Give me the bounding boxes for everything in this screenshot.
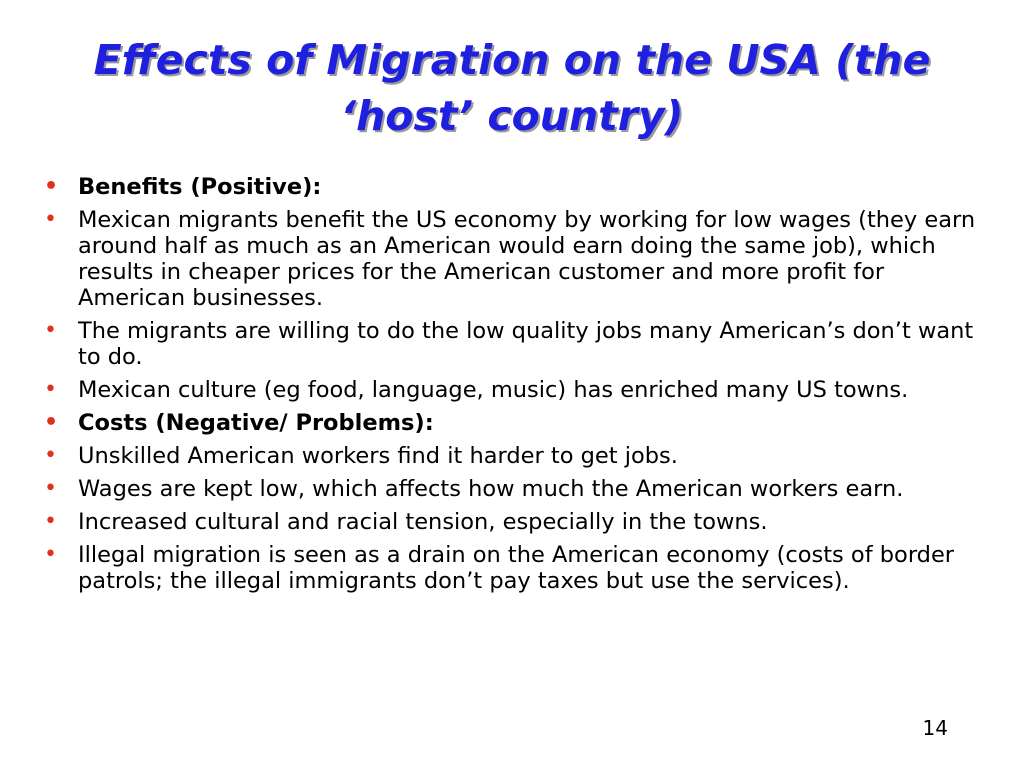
bullet-costs-heading <box>42 410 992 436</box>
bullet-dot-icon: • <box>44 377 57 402</box>
bullet-item <box>42 509 992 535</box>
bullet-text: The migrants are willing to do the low quality jobs many American’s don’t want to do. <box>78 318 974 370</box>
bullet-benefits-heading <box>42 174 992 200</box>
bullet-item <box>42 443 992 469</box>
bullet-item <box>42 377 992 403</box>
bullet-dot-icon: • <box>44 410 59 435</box>
bullet-item <box>42 207 992 311</box>
bullet-text: Illegal migration is seen as a drain on the American economy (costs of border patrols; the illegal immigrants don’t pay taxes but use the services). <box>78 542 955 594</box>
slide-title-line-1: Effects of Migration on the USA (the <box>93 36 931 84</box>
slide-title <box>20 32 1004 144</box>
bullet-dot-icon: • <box>44 542 57 567</box>
bullet-text: Costs (Negative/ Problems): <box>78 410 434 436</box>
bullet-text: Mexican migrants benefit the US economy by working for low wages (they earn around half as much as an American would earn doing the same job), which results in cheaper prices for the American customer and more profit for American businesses. <box>78 207 976 311</box>
slide-title-line-2: ‘host’ country) <box>340 92 684 140</box>
bullet-item <box>42 476 992 502</box>
bullet-text: Increased cultural and racial tension, especially in the towns. <box>78 509 768 535</box>
bullet-item <box>42 542 992 594</box>
bullet-text: Unskilled American workers find it harder to get jobs. <box>78 443 678 469</box>
bullet-dot-icon: • <box>44 476 57 501</box>
bullet-dot-icon: • <box>44 207 57 232</box>
bullet-text: Mexican culture (eg food, language, music) has enriched many US towns. <box>78 377 909 403</box>
bullet-text: Benefits (Positive): <box>78 174 322 200</box>
bullet-dot-icon: • <box>44 443 57 468</box>
bullet-item <box>42 318 992 370</box>
bullet-text: Wages are kept low, which affects how much the American workers earn. <box>78 476 904 502</box>
bullet-dot-icon: • <box>44 509 57 534</box>
page-number: 14 <box>922 716 948 740</box>
bullet-dot-icon: • <box>44 174 59 199</box>
bullet-list <box>42 174 992 601</box>
bullet-dot-icon: • <box>44 318 57 343</box>
